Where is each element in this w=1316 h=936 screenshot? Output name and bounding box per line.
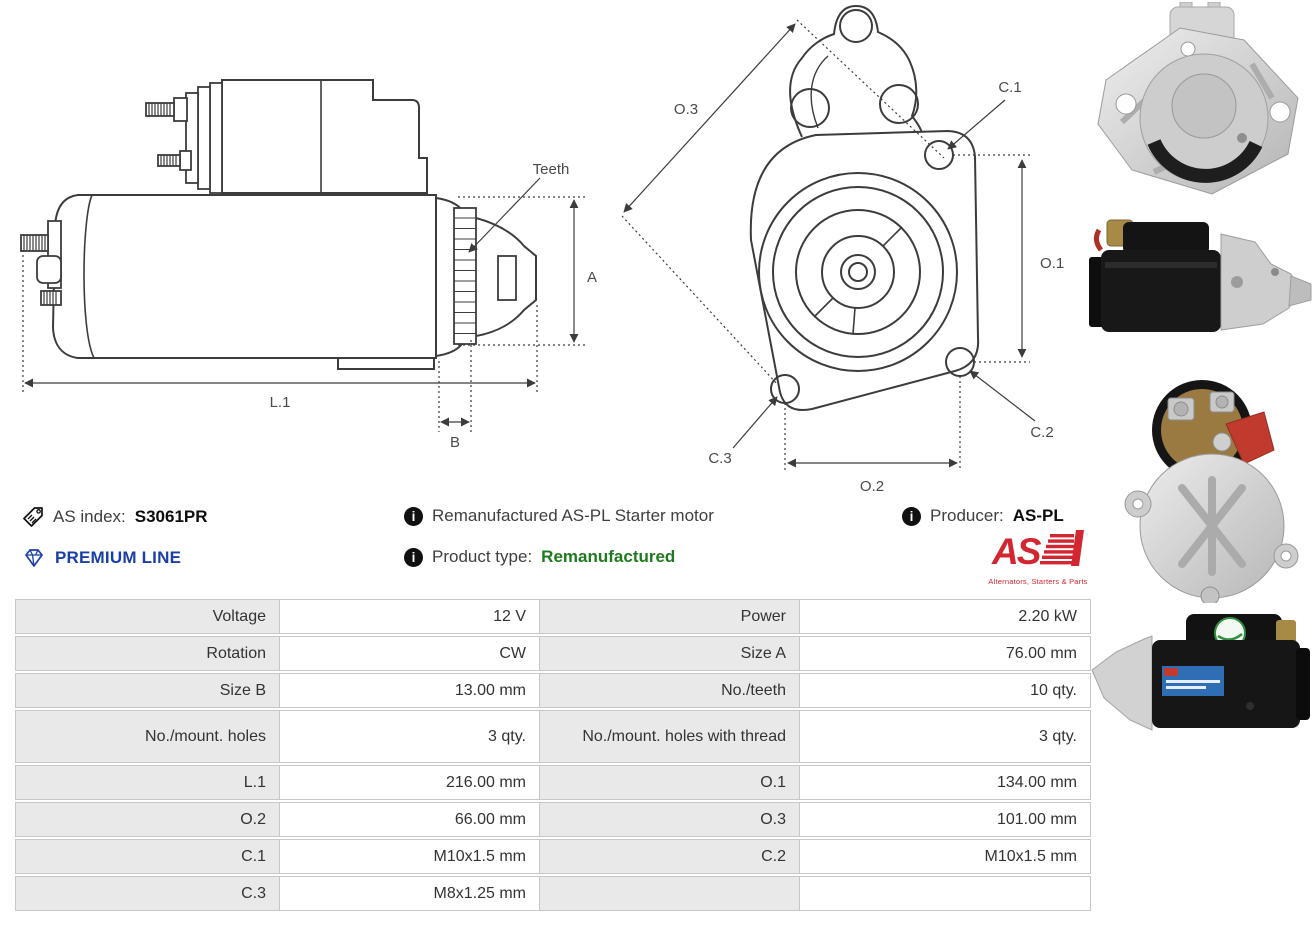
premium-line-label: PREMIUM LINE [55,548,182,567]
product-photo-side-left[interactable] [1090,608,1316,763]
spec-label-cell: C.2 [539,839,800,874]
spec-label-cell: Rotation [15,636,280,671]
spec-value-cell: 10 qty. [799,673,1091,708]
spec-label-cell: Power [539,599,800,634]
spec-value-cell: 66.00 mm [279,802,540,837]
producer-row [902,506,1064,526]
spec-value-cell: CW [279,636,540,671]
product-description: Remanufactured AS-PL Starter motor [432,506,714,525]
spec-label-cell [539,876,800,911]
as-pl-logo-subtext: Alternators, Starters & Parts [988,577,1088,586]
spec-value-cell [799,876,1091,911]
front-view-diagram [606,0,1088,500]
product-photo-front-bracket[interactable] [1092,2,1312,212]
tag-icon [22,506,44,528]
product-type-row [404,547,675,567]
spec-label-cell: No./mount. holes with thread [539,710,800,763]
diamond-icon [22,547,46,569]
spec-value-cell: M10x1.5 mm [799,839,1091,874]
as-pl-logo-mark [990,530,1086,572]
dim-o3-label: O.3 [673,101,699,118]
spec-label-cell: C.1 [15,839,280,874]
product-description-row [404,506,714,526]
spec-row [15,802,1093,837]
product-photo-side-right[interactable] [1087,212,1313,347]
spec-value-cell: 3 qty. [799,710,1091,763]
as-index-row [22,506,208,528]
starter-side-outline [21,80,536,369]
side-view-diagram [6,58,606,453]
spec-label-cell: O.3 [539,802,800,837]
spec-value-cell: M10x1.5 mm [279,839,540,874]
spec-row [15,765,1093,800]
dim-b-label: B [449,434,461,451]
as-pl-logo [980,530,1096,586]
info-icon: i [902,507,921,526]
spec-label-cell: Size B [15,673,280,708]
spec-value-cell: 216.00 mm [279,765,540,800]
dim-o1-label: O.1 [1040,255,1065,272]
product-photo-rear[interactable] [1122,368,1302,603]
spec-row [15,710,1093,763]
spec-table [15,599,1093,913]
spec-value-cell: 3 qty. [279,710,540,763]
dim-l1-label: L.1 [269,394,291,411]
spec-value-cell: 13.00 mm [279,673,540,708]
spec-value-cell: 134.00 mm [799,765,1091,800]
spec-value-cell: 2.20 kW [799,599,1091,634]
spec-label-cell: O.2 [15,802,280,837]
spec-label-cell: No./mount. holes [15,710,280,763]
spec-label-cell: Voltage [15,599,280,634]
info-icon: i [404,507,423,526]
dim-c2-label: C.2 [1030,424,1054,441]
producer-value: AS-PL [1012,506,1064,525]
teeth-label: Teeth [532,161,570,178]
spec-label-cell: O.1 [539,765,800,800]
spec-row [15,673,1093,708]
as-pl-logo-text: AS [992,531,1040,572]
premium-line-row [22,547,181,569]
spec-label-cell: L.1 [15,765,280,800]
spec-row [15,839,1093,874]
info-icon: i [404,548,423,567]
spec-label-cell: C.3 [15,876,280,911]
starter-front-outline [751,6,978,410]
spec-value-cell: M8x1.25 mm [279,876,540,911]
product-type-value: Remanufactured [541,547,676,566]
dim-o2-label: O.2 [859,478,885,495]
product-type-label: Product type: [432,547,533,566]
spec-value-cell: 76.00 mm [799,636,1091,671]
spec-row [15,636,1093,671]
spec-row [15,876,1093,911]
dim-c3-label: C.3 [708,450,732,467]
producer-label: Producer: [930,506,1004,525]
spec-label-cell: No./teeth [539,673,800,708]
as-index-value: S3061PR [134,507,208,526]
spec-label-cell: Size A [539,636,800,671]
spec-value-cell: 12 V [279,599,540,634]
dim-a-label: A [586,269,598,286]
as-index-label: AS index: [53,507,126,526]
spec-row [15,599,1093,634]
dim-c1-label: C.1 [998,79,1022,96]
spec-value-cell: 101.00 mm [799,802,1091,837]
